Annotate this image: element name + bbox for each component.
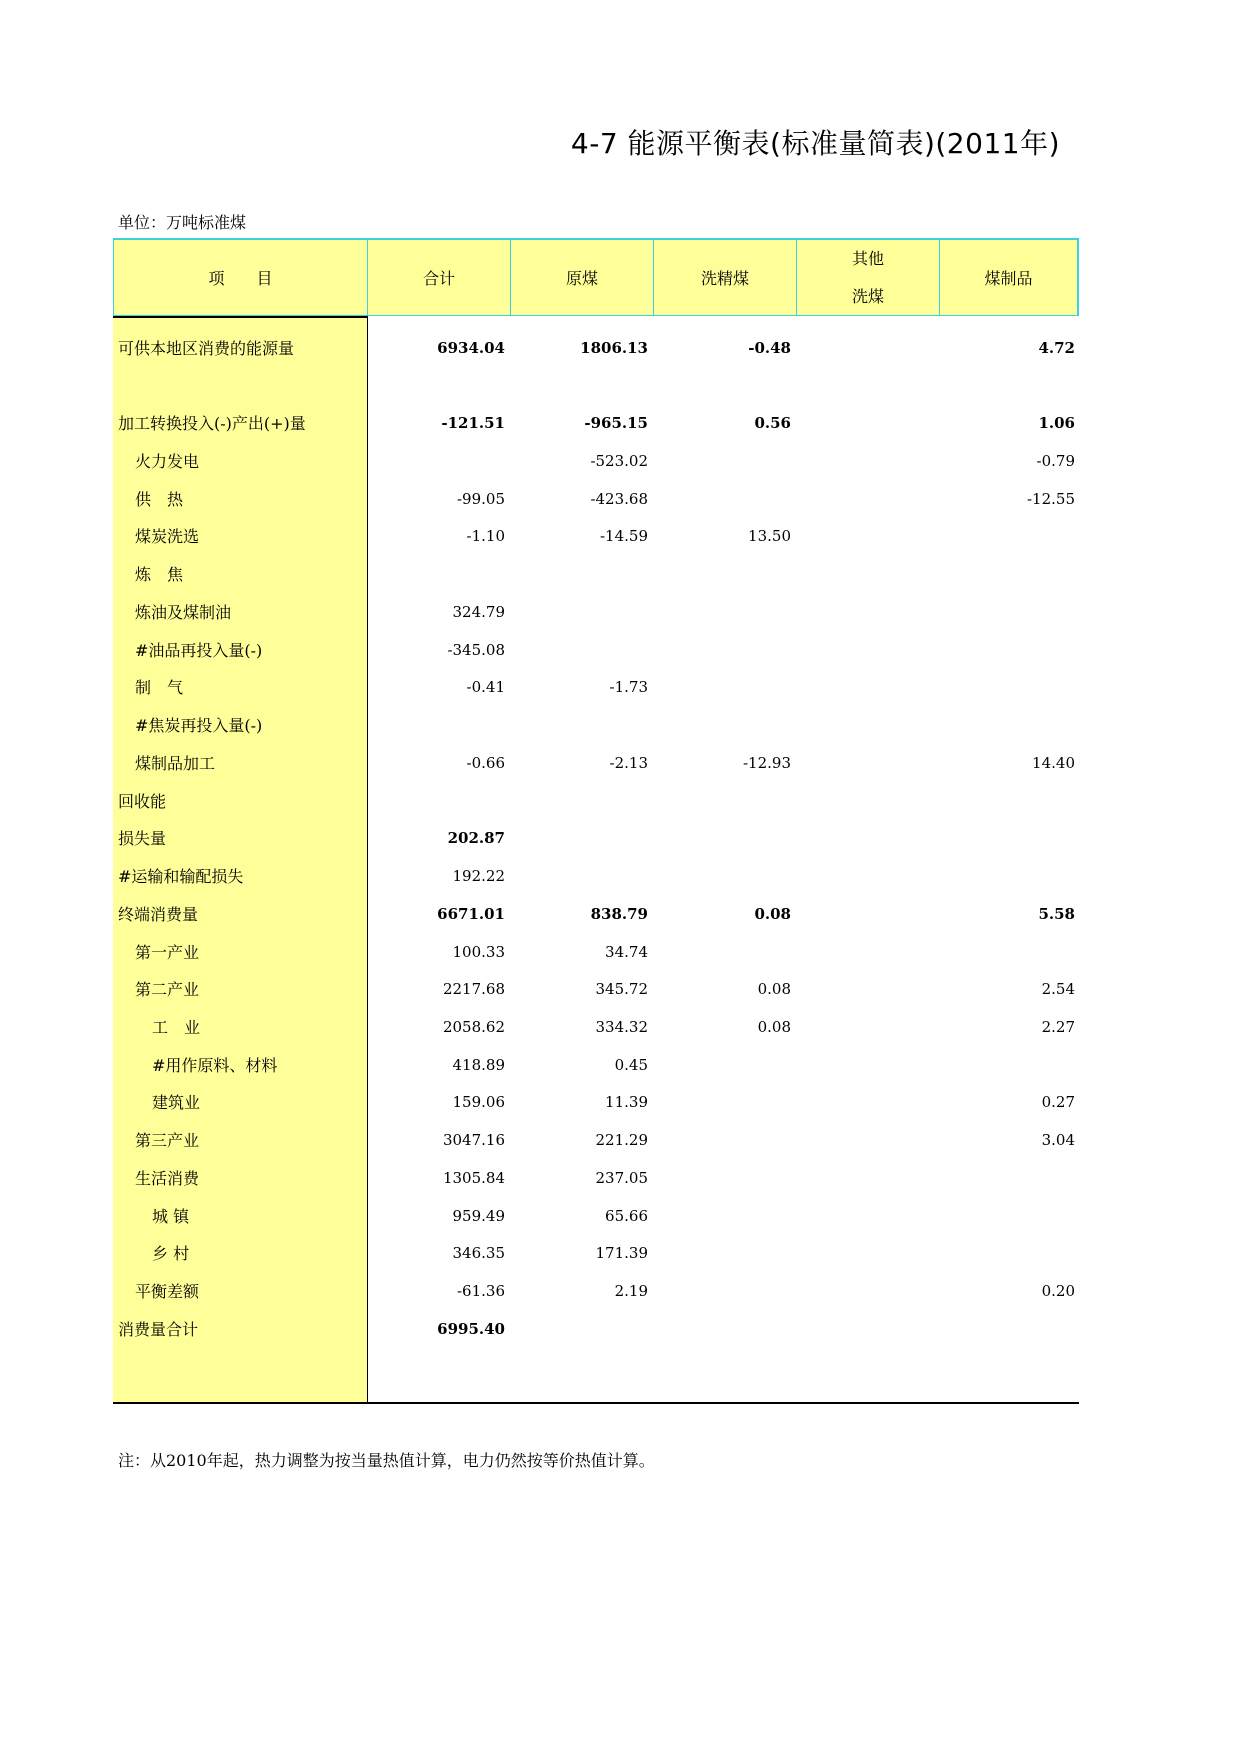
- row-value: 100.33: [452, 943, 505, 961]
- row-label: 乡 村: [152, 1244, 190, 1263]
- row-label: 建筑业: [152, 1093, 201, 1112]
- table-row: [113, 1235, 1079, 1272]
- row-value: 0.45: [614, 1056, 648, 1074]
- row-value: -0.66: [466, 754, 505, 772]
- row-label: 炼油及煤制油: [135, 603, 232, 622]
- row-label: #焦炭再投入量(-): [135, 716, 263, 735]
- row-label: #运输和输配损失: [118, 867, 244, 886]
- row-value: 0.08: [757, 1018, 791, 1036]
- row-value: -0.79: [1036, 452, 1075, 470]
- row-value: -523.02: [590, 452, 648, 470]
- header-washed-coal: [654, 238, 797, 316]
- row-label: 生活消费: [135, 1169, 200, 1188]
- header-coal-products-label: 煤制品: [984, 269, 1033, 288]
- row-value: 334.32: [595, 1018, 648, 1036]
- row-label: 火力发电: [135, 452, 200, 471]
- header-total: [368, 238, 511, 316]
- table-row: [113, 896, 1079, 933]
- row-value: 159.06: [452, 1093, 505, 1111]
- table-row: [113, 481, 1079, 518]
- row-value: 0.08: [757, 980, 791, 998]
- row-label: 损失量: [118, 829, 167, 848]
- row-label: 城 镇: [152, 1207, 190, 1226]
- table-row: [113, 330, 1079, 367]
- row-value: 34.74: [605, 943, 648, 961]
- row-value: 237.05: [595, 1169, 648, 1187]
- row-value: 959.49: [452, 1207, 505, 1225]
- row-value: 1305.84: [442, 1169, 505, 1187]
- row-label: 平衡差额: [135, 1282, 200, 1301]
- table-row: [113, 858, 1079, 895]
- row-value: 6671.01: [437, 905, 505, 923]
- table-row: [113, 820, 1079, 857]
- row-value: 6995.40: [437, 1320, 505, 1338]
- table-row: [113, 1273, 1079, 1310]
- table-row: [113, 1198, 1079, 1235]
- unit-label: 单位：万吨标准煤: [118, 213, 247, 232]
- header-other-washed-line1: 其他: [851, 248, 884, 268]
- row-value: 6934.04: [437, 339, 505, 357]
- row-label: 供 热: [135, 490, 184, 509]
- table-row: [113, 1122, 1079, 1159]
- row-value: 192.22: [452, 867, 505, 885]
- row-value: 324.79: [452, 603, 505, 621]
- row-label: 可供本地区消费的能源量: [118, 339, 295, 358]
- row-label: 加工转换投入(-)产出(+)量: [118, 414, 306, 433]
- row-value: 171.39: [595, 1244, 648, 1262]
- row-value: -345.08: [447, 641, 505, 659]
- row-value: -99.05: [456, 490, 505, 508]
- table-row: [113, 971, 1079, 1008]
- row-value: 2.27: [1041, 1018, 1075, 1036]
- row-label: 第二产业: [135, 980, 200, 999]
- row-value: -0.48: [748, 339, 791, 357]
- row-value: 0.08: [754, 905, 791, 923]
- row-value: 345.72: [595, 980, 648, 998]
- row-value: 0.27: [1041, 1093, 1075, 1111]
- header-other-washed-coal: [797, 238, 940, 316]
- table-row: [113, 594, 1079, 631]
- row-value: 0.56: [754, 414, 791, 432]
- table-row: [113, 707, 1079, 744]
- table-row: [113, 518, 1079, 555]
- row-value: -1.73: [609, 678, 648, 696]
- header-separator: [113, 316, 367, 318]
- row-value: 3047.16: [442, 1131, 505, 1149]
- row-label: 煤制品加工: [135, 754, 216, 773]
- row-value: -1.10: [466, 527, 505, 545]
- row-value: 2.54: [1041, 980, 1075, 998]
- page-title: 4-7 能源平衡表(标准量简表)(2011年): [570, 127, 1060, 160]
- header-raw-coal: [511, 238, 654, 316]
- row-value: -0.41: [466, 678, 505, 696]
- row-value: -965.15: [584, 414, 648, 432]
- row-label: 制 气: [135, 678, 184, 697]
- row-value: 11.39: [605, 1093, 648, 1111]
- row-value: -12.93: [742, 754, 791, 772]
- row-value: 2.19: [614, 1282, 648, 1300]
- row-label: 第三产业: [135, 1131, 200, 1150]
- table-header: [113, 238, 1079, 316]
- header-washed-coal-label: 洗精煤: [700, 269, 749, 288]
- row-value: 1.06: [1038, 414, 1075, 432]
- row-value: 418.89: [452, 1056, 505, 1074]
- table-row: [113, 1009, 1079, 1046]
- row-value: 2058.62: [442, 1018, 505, 1036]
- header-raw-coal-label: 原煤: [565, 269, 598, 288]
- table-row: [113, 669, 1079, 706]
- row-value: -121.51: [441, 414, 505, 432]
- row-label: 第一产业: [135, 943, 200, 962]
- table-row: [113, 1160, 1079, 1197]
- header-total-label: 合计: [422, 269, 455, 288]
- header-other-washed-line2: 洗煤: [851, 286, 884, 306]
- row-label: 回收能: [118, 792, 167, 811]
- row-value: -12.55: [1026, 490, 1075, 508]
- row-label: 终端消费量: [118, 905, 199, 924]
- row-value: 0.20: [1041, 1282, 1075, 1300]
- table-row: [113, 783, 1079, 820]
- row-label: #用作原料、材料: [152, 1056, 278, 1075]
- row-value: 838.79: [590, 905, 648, 923]
- table-row: [113, 1084, 1079, 1121]
- row-label: 炼 焦: [135, 565, 184, 584]
- row-value: 3.04: [1041, 1131, 1075, 1149]
- table-row: [113, 556, 1079, 593]
- row-value: 2217.68: [442, 980, 505, 998]
- row-value: 346.35: [452, 1244, 505, 1262]
- row-value: 1806.13: [580, 339, 648, 357]
- table-row: [113, 443, 1079, 480]
- row-label: 工 业: [152, 1018, 201, 1037]
- table-row: [113, 934, 1079, 971]
- row-value: 13.50: [748, 527, 791, 545]
- table-bottom-border: [113, 1402, 1079, 1404]
- header-coal-products: [940, 238, 1079, 316]
- row-value: 4.72: [1038, 339, 1075, 357]
- table-row: [113, 1047, 1079, 1084]
- row-value: -2.13: [609, 754, 648, 772]
- table-row: [113, 632, 1079, 669]
- table-row: [113, 745, 1079, 782]
- row-value: 5.58: [1038, 905, 1075, 923]
- row-value: 65.66: [605, 1207, 648, 1225]
- footnote: 注：从2010年起，热力调整为按当量热值计算，电力仍然按等价热值计算。: [118, 1451, 655, 1470]
- table-row: [113, 1311, 1079, 1348]
- header-item: [113, 238, 368, 316]
- header-item-label: 项 目: [208, 269, 273, 288]
- row-value: 221.29: [595, 1131, 648, 1149]
- energy-balance-table: [113, 238, 1079, 1404]
- row-value: -14.59: [599, 527, 648, 545]
- row-value: -423.68: [590, 490, 648, 508]
- row-value: -61.36: [456, 1282, 505, 1300]
- row-value: 14.40: [1032, 754, 1075, 772]
- row-label: 煤炭洗选: [135, 527, 200, 546]
- row-label: #油品再投入量(-): [135, 641, 263, 660]
- table-row: [113, 405, 1079, 442]
- row-value: 202.87: [447, 829, 505, 847]
- row-label: 消费量合计: [118, 1320, 199, 1339]
